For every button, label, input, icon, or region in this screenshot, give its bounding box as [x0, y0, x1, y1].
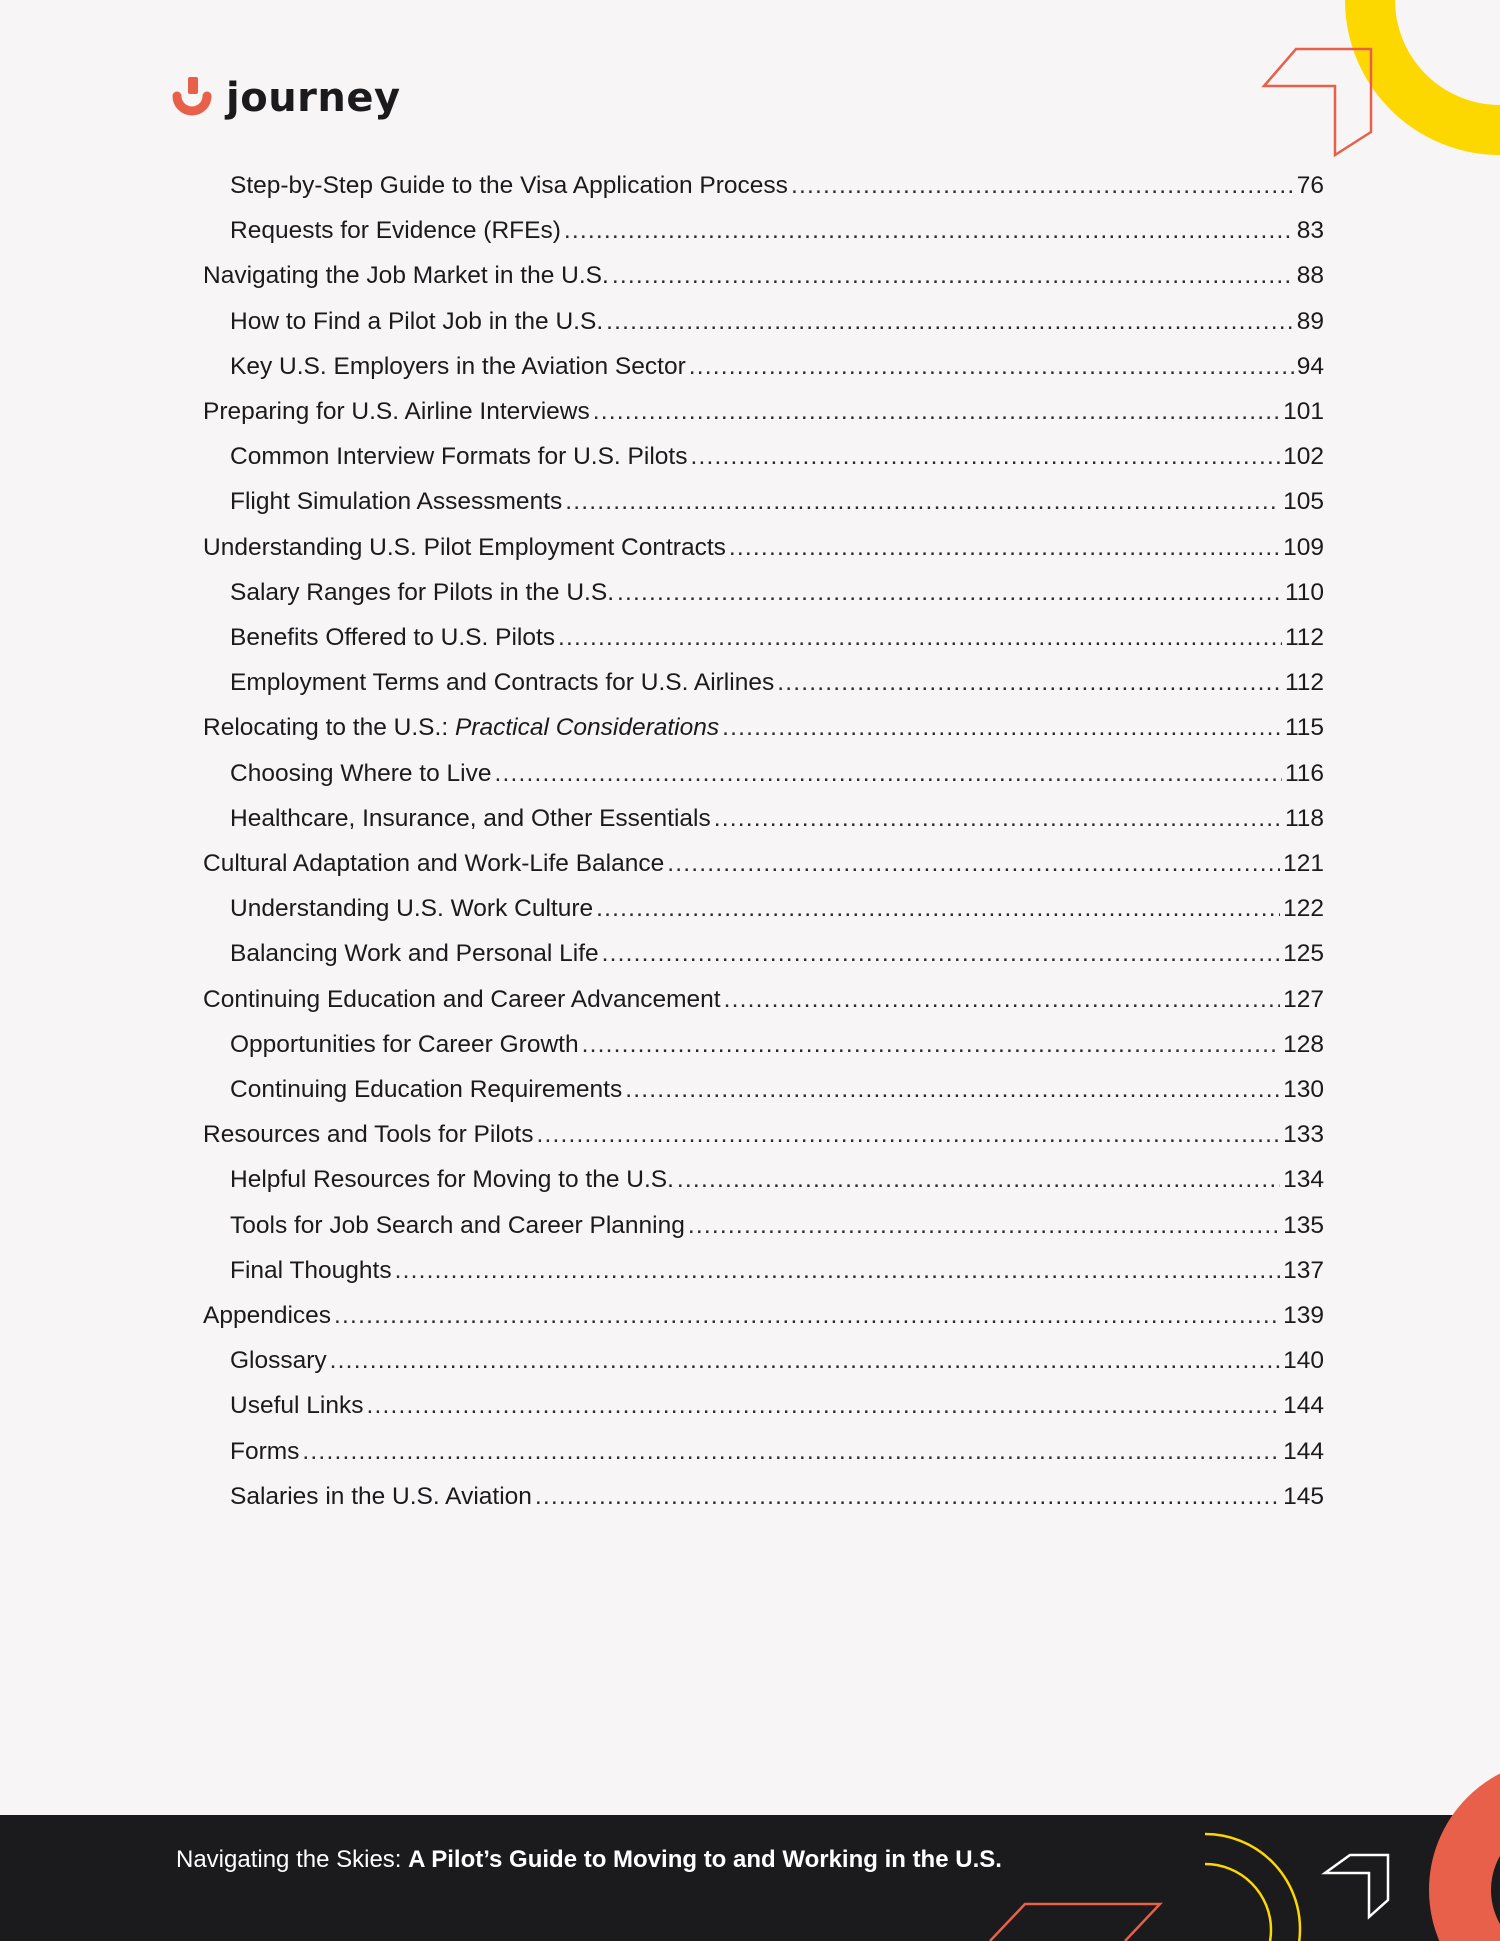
toc-dot-leader [690, 441, 1280, 473]
footer-title-prefix: Navigating the Skies: [176, 1846, 402, 1873]
toc-page-number: 89 [1296, 307, 1324, 335]
toc-entry-title: Navigating the Job Market in the U.S. [203, 262, 609, 290]
toc-dot-leader [714, 803, 1282, 835]
toc-page-number: 83 [1296, 217, 1324, 245]
toc-entry[interactable] [230, 215, 1324, 247]
toc-entry[interactable] [230, 803, 1324, 835]
toc-entry-title: Common Interview Formats for U.S. Pilots [230, 443, 688, 471]
toc-entry-title: Salary Ranges for Pilots in the U.S. [230, 578, 615, 606]
toc-page-number: 101 [1283, 398, 1324, 425]
toc-entry[interactable] [230, 1074, 1324, 1106]
toc-dot-leader [535, 1481, 1280, 1513]
toc-dot-leader [667, 848, 1280, 880]
toc-entry-title: Glossary [230, 1347, 327, 1375]
toc-entry-title: Final Thoughts [230, 1256, 392, 1284]
toc-entry-title: Forms [230, 1437, 300, 1465]
toc-entry[interactable] [230, 306, 1324, 338]
toc-page-number: 134 [1283, 1166, 1324, 1194]
toc-entry[interactable] [203, 712, 1324, 744]
toc-entry[interactable] [230, 441, 1324, 473]
toc-entry[interactable] [203, 260, 1324, 292]
toc-dot-leader [688, 1210, 1280, 1242]
toc-entry-title: Requests for Evidence (RFEs) [230, 217, 561, 245]
toc-page-number: 110 [1284, 578, 1324, 606]
toc-entry-title: Tools for Job Search and Career Planning [230, 1211, 685, 1239]
toc-dot-leader [564, 215, 1294, 247]
toc-entry[interactable] [230, 1390, 1324, 1422]
toc-entry[interactable] [230, 1481, 1324, 1513]
toc-entry[interactable] [230, 1210, 1324, 1242]
logo-wordmark: journey [226, 75, 401, 121]
toc-page-number: 144 [1283, 1437, 1324, 1465]
toc-dot-leader [494, 758, 1281, 790]
toc-page-number: 137 [1283, 1256, 1324, 1284]
toc-page-number: 133 [1283, 1121, 1324, 1149]
toc-entry-title-italic: Practical Considerations [454, 714, 720, 742]
toc-dot-leader [593, 396, 1280, 428]
toc-entry-title: Healthcare, Insurance, and Other Essentials [230, 804, 711, 832]
toc-dot-leader [722, 712, 1282, 744]
toc-entry[interactable] [203, 1119, 1324, 1151]
toc-entry[interactable] [203, 1300, 1324, 1332]
toc-dot-leader [334, 1300, 1280, 1332]
toc-page-number: 116 [1284, 759, 1324, 787]
yellow-arc-decoration [1370, 0, 1500, 130]
toc-page-number: 94 [1296, 352, 1324, 380]
toc-dot-leader [729, 532, 1280, 564]
toc-dot-leader [791, 170, 1294, 202]
toc-page-number: 105 [1283, 488, 1324, 516]
journey-logo-icon [172, 75, 212, 121]
toc-entry[interactable] [230, 758, 1324, 790]
toc-dot-leader [395, 1255, 1280, 1287]
toc-entry-title: Flight Simulation Assessments [230, 488, 563, 516]
toc-page-number: 102 [1283, 443, 1324, 471]
toc-entry-title: Useful Links [230, 1392, 364, 1420]
toc-entry-title: Helpful Resources for Moving to the U.S. [230, 1166, 674, 1194]
toc-entry-title: Appendices [203, 1302, 332, 1329]
toc-page-number: 144 [1283, 1392, 1324, 1420]
toc-page-number: 140 [1283, 1347, 1324, 1375]
toc-dot-leader [617, 577, 1282, 609]
toc-entry[interactable] [230, 1345, 1324, 1377]
toc-page-number: 130 [1283, 1076, 1324, 1103]
toc-entry-title: Choosing Where to Live [230, 759, 492, 787]
toc-page-number: 122 [1283, 895, 1324, 923]
toc-dot-leader [606, 306, 1294, 338]
toc-dot-leader [536, 1119, 1280, 1151]
footer-title-bold: A Pilot’s Guide to Moving to and Working in the U.S. [408, 1846, 1002, 1873]
toc-dot-leader [625, 1074, 1280, 1106]
toc-dot-leader [330, 1345, 1280, 1377]
toc-entry-title: How to Find a Pilot Job in the U.S. [230, 307, 604, 335]
toc-page-number: 115 [1284, 714, 1324, 742]
toc-page-number: 135 [1283, 1211, 1324, 1239]
footer-book-title [176, 1845, 1002, 1875]
toc-entry-title: Understanding U.S. Work Culture [230, 895, 594, 923]
toc-dot-leader [777, 667, 1282, 699]
toc-entry-title: Benefits Offered to U.S. Pilots [230, 624, 556, 651]
toc-entry-title: Understanding U.S. Pilot Employment Contracts [203, 533, 726, 561]
toc-entry[interactable] [230, 893, 1324, 925]
toc-dot-leader [302, 1436, 1280, 1468]
toc-entry-title: Preparing for U.S. Airline Interviews [203, 398, 590, 425]
journey-logo [172, 72, 401, 124]
toc-dot-leader [366, 1390, 1280, 1422]
page-footer [0, 1815, 1500, 1941]
toc-entry-title: Step-by-Step Guide to the Visa Application Process [230, 172, 788, 199]
toc-entry[interactable] [230, 577, 1324, 609]
toc-entry[interactable] [230, 170, 1324, 202]
toc-dot-leader [565, 486, 1280, 518]
toc-entry-title: Continuing Education Requirements [230, 1076, 623, 1103]
toc-entry[interactable] [203, 848, 1324, 880]
toc-page-number: 112 [1284, 624, 1324, 651]
toc-page-number: 128 [1283, 1030, 1324, 1058]
toc-entry[interactable] [230, 1255, 1324, 1287]
toc-entry[interactable] [230, 667, 1324, 699]
toc-page-number: 127 [1283, 985, 1324, 1013]
toc-dot-leader [689, 351, 1294, 383]
toc-entry[interactable] [230, 351, 1324, 383]
toc-page-number: 88 [1296, 262, 1324, 290]
toc-entry-title: Relocating to the U.S.: Practical Considerations [203, 714, 720, 742]
toc-page-number: 145 [1283, 1482, 1324, 1510]
toc-entry[interactable] [230, 1029, 1324, 1061]
toc-entry[interactable] [230, 1164, 1324, 1196]
toc-page-number: 112 [1284, 669, 1324, 697]
toc-page-number: 109 [1283, 533, 1324, 561]
toc-dot-leader [602, 938, 1280, 970]
toc-entry[interactable] [230, 1436, 1324, 1468]
toc-dot-leader [596, 893, 1280, 925]
toc-dot-leader [724, 984, 1281, 1016]
toc-entry-title: Resources and Tools for Pilots [203, 1121, 534, 1149]
toc-entry-title: Balancing Work and Personal Life [230, 940, 599, 968]
toc-page-number: 139 [1283, 1302, 1324, 1329]
toc-dot-leader [582, 1029, 1281, 1061]
toc-page-number: 118 [1284, 804, 1324, 832]
toc-entry-title: Salaries in the U.S. Aviation [230, 1482, 532, 1510]
toc-entry-title: Employment Terms and Contracts for U.S. Airlines [230, 669, 775, 697]
toc-entry-title: Cultural Adaptation and Work-Life Balance [203, 850, 665, 877]
toc-page-number: 125 [1283, 940, 1324, 968]
toc-entry-title: Key U.S. Employers in the Aviation Sector [230, 352, 686, 380]
toc-entry-title: Opportunities for Career Growth [230, 1030, 579, 1058]
toc-entry[interactable] [230, 938, 1324, 970]
toc-dot-leader [558, 622, 1282, 654]
toc-entry[interactable] [203, 396, 1324, 428]
toc-entry[interactable] [230, 486, 1324, 518]
toc-dot-leader [612, 260, 1294, 292]
toc-entry[interactable] [230, 622, 1324, 654]
toc-page-number: 76 [1296, 172, 1324, 199]
toc-page-number: 121 [1283, 850, 1324, 877]
toc-dot-leader [677, 1164, 1280, 1196]
toc-entry[interactable] [203, 532, 1324, 564]
arrow-outline-decoration [1264, 49, 1371, 155]
toc-entry-title: Continuing Education and Career Advancement [203, 985, 721, 1013]
toc-entry[interactable] [203, 984, 1324, 1016]
